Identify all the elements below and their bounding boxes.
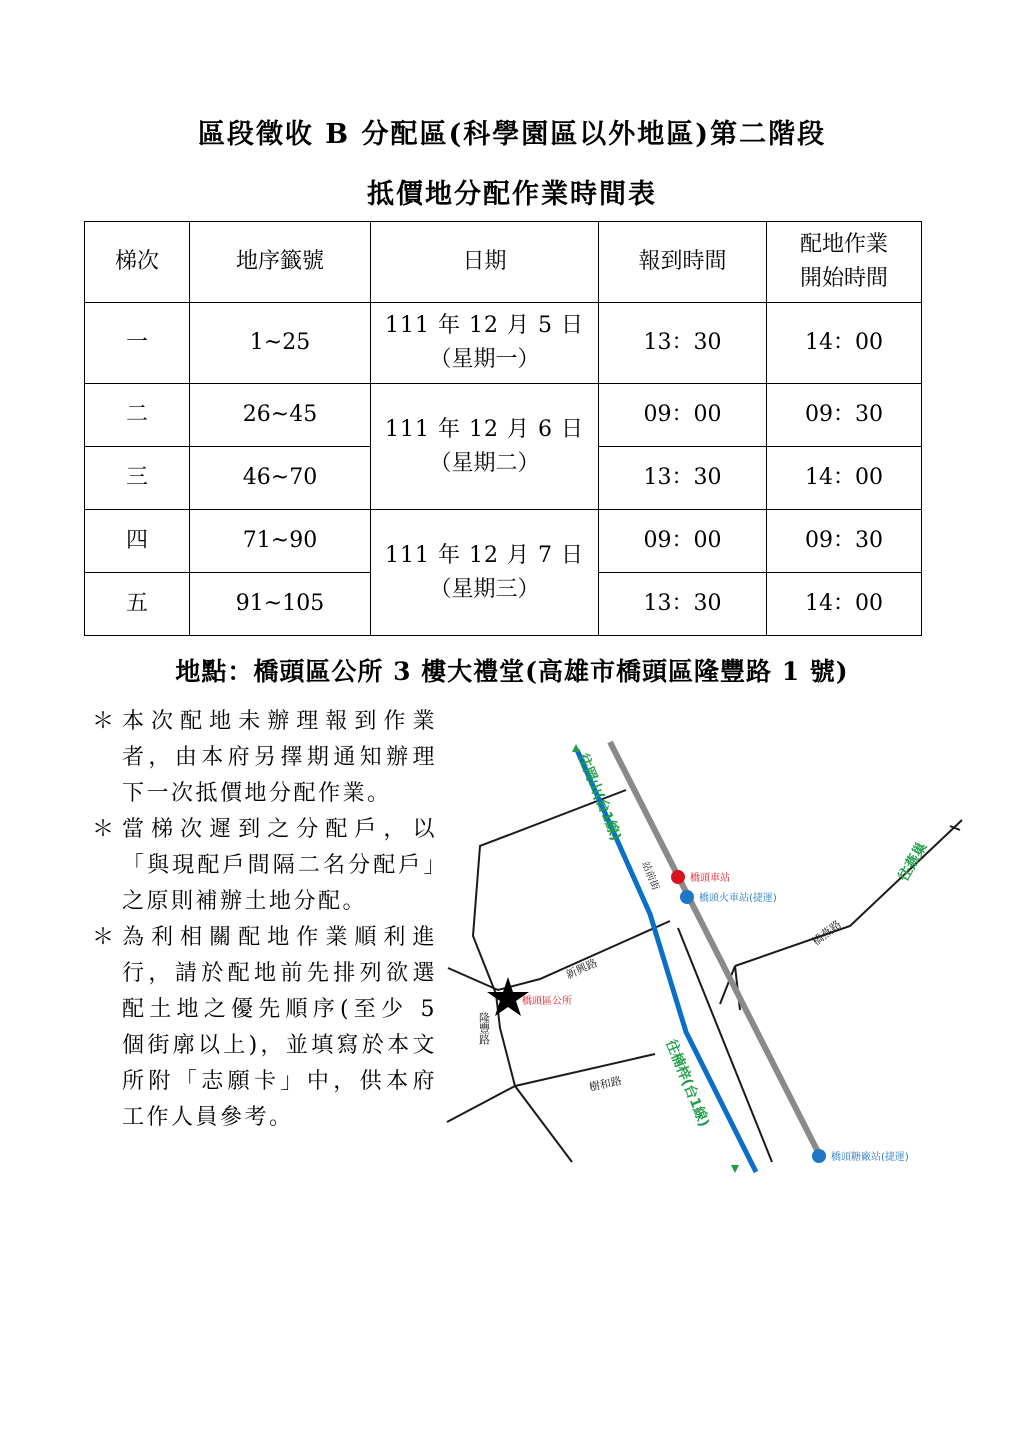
header-checkin-time: 報到時間 [599,222,767,303]
table-row [85,510,922,573]
arrow-up-icon [572,744,580,752]
location-map [440,736,980,1176]
cell-batch: 五 [85,573,190,636]
cell-lots: 26~45 [190,384,371,447]
label-south-highway: 往楠梓(台1線) [662,1037,712,1130]
note-text: 當梯次遲到之分配戶，以「與現配戶間隔二名分配戶」之原則補辦土地分配。 [122,817,437,914]
label-qiaotou-mrt: 橋頭火車站(捷運) [699,893,777,904]
label-xinxing-road: 新興路 [563,956,600,982]
cell-start: 09：30 [767,510,922,573]
table-header-row [85,222,922,303]
note-item [92,704,437,812]
header-start-time-line2: 開始時間 [799,266,888,291]
note-bullet: ＊ [92,817,117,842]
note-item [92,812,437,920]
station-marker-red [671,870,685,884]
table-row [85,303,922,384]
weekday-text: （星期三） [429,576,540,602]
document-title-line2: 抵價地分配作業時間表 [367,179,657,210]
label-qiaotou-station: 橋頭車站 [690,873,730,884]
note-text: 本次配地未辦理報到作業者，由本府另擇期通知辦理下一次抵價地分配作業。 [122,709,437,806]
header-start-time-line1: 配地作業 [799,232,888,257]
label-sugar-factory-mrt: 橋頭糖廠站(捷運) [831,1152,909,1163]
header-batch: 梯次 [85,222,190,303]
note-bullet: ＊ [92,925,117,950]
weekday-text: （星期二） [429,450,540,476]
cell-checkin: 09：00 [599,510,767,573]
header-date: 日期 [371,222,599,303]
cell-lots: 46~70 [190,447,371,510]
cell-lots: 71~90 [190,510,371,573]
header-start-time [767,222,922,303]
road-southwest [447,1086,515,1122]
cell-start: 09：30 [767,384,922,447]
table-row [85,384,922,447]
note-item [92,920,437,1136]
date-text: 111 年 12 月 5 日 [385,313,584,338]
road-west-loop [473,790,626,1162]
cell-start: 14：00 [767,303,922,384]
cell-batch: 三 [85,447,190,510]
label-station-front-street: 站前街 [639,860,661,892]
notes-list [92,704,437,1136]
date-text: 111 年 12 月 7 日 [385,542,584,568]
cell-lots: 1~25 [190,303,371,384]
date-text: 111 年 12 月 6 日 [385,416,584,442]
weekday-text: （星期一） [429,347,540,372]
label-longfeng-road: 隆豐路 [477,1012,491,1045]
cell-start: 14：00 [767,447,922,510]
label-district-office: 橋頭區公所 [522,996,572,1007]
cell-batch: 一 [85,303,190,384]
location-text: 地點：橋頭區公所 3 樓大禮堂(高雄市橋頭區隆豐路 1 號) [175,657,849,686]
label-qiaoyan-road: 橋燕路 [809,917,844,949]
cell-batch: 四 [85,510,190,573]
label-shuhe-road: 樹和路 [587,1074,623,1094]
note-text: 為利相關配地作業順利進行，請於配地前先排列欲選配土地之優先順序(至少 5 個街廓以上)，並填寫於本文所附「志願卡」中，供本府工作人員參考。 [122,925,437,1130]
header-lot-numbers: 地序籤號 [190,222,371,303]
station-marker-blue [812,1149,826,1163]
cell-checkin: 13：30 [599,573,767,636]
cell-date [371,510,599,636]
label-north-highway: 往岡山(台1線) [574,751,624,844]
note-bullet: ＊ [92,709,117,734]
cell-date [371,303,599,384]
arrow-down-icon [731,1165,739,1173]
cell-start: 14：00 [767,573,922,636]
station-marker-blue [680,890,694,904]
label-yanchao: 往燕巢 [895,839,931,884]
cell-checkin: 09：00 [599,384,767,447]
cell-lots: 91~105 [190,573,371,636]
cell-date [371,384,599,510]
document-title-line1: 區段徵收 B 分配區(科學園區以外地區)第二階段 [197,119,827,150]
schedule-table [84,221,922,636]
cell-checkin: 13：30 [599,303,767,384]
cell-checkin: 13：30 [599,447,767,510]
cell-batch: 二 [85,384,190,447]
road-shuhe [515,1054,655,1086]
